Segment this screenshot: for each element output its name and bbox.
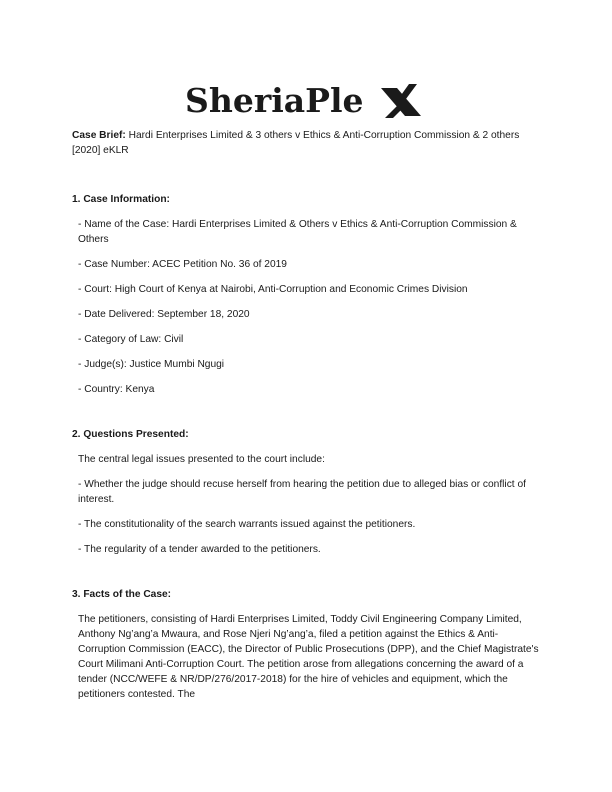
case-brief-title: Hardi Enterprises Limited & 3 others v Ethics & Anti-Corruption Commission & 2 others [2020] eKLR [72, 130, 520, 156]
section-2-title: 2. Questions Presented: [72, 429, 189, 440]
case-info-date: - Date Delivered: September 18, 2020 [78, 309, 250, 320]
question-search-warrants: - The constitutionality of the search warrants issued against the petitioners. [78, 519, 416, 530]
document-body [72, 128, 540, 702]
case-brief-label: Case Brief: [72, 130, 126, 141]
section-1-title: 1. Case Information: [72, 194, 170, 205]
case-info-number: - Case Number: ACEC Petition No. 36 of 2019 [78, 259, 287, 270]
section-3-title: 3. Facts of the Case: [72, 589, 172, 600]
case-brief [72, 128, 540, 158]
logo-x-mark [381, 84, 421, 118]
case-info-name: - Name of the Case: Hardi Enterprises Limited & Others v Ethics & Anti-Corruption Commission & Others [78, 219, 517, 245]
case-info-court: - Court: High Court of Kenya at Nairobi, Anti-Corruption and Economic Crimes Division [78, 284, 468, 295]
questions-intro: The central legal issues presented to the court include: [78, 454, 325, 465]
sheriaplex-logo-graphic [185, 78, 425, 122]
sheriaplex-logo [185, 78, 425, 122]
facts-body: The petitioners, consisting of Hardi Enterprises Limited, Toddy Civil Engineering Company Limited, Anthony Ng’ang’a Mwaura, and Rose Njeri Ng’ang’a, filed a petition against the Ethics & Anti-Corruption Commission (EACC), the Director of Public Prosecutions (DPP), and the Chief Magistrate's Court Milimani Anti-Corruption Court. The petition arose from allegations concerning the award of a tender (NCC/WEFE & NR/DP/276/2017-2018) for the hire of vehicles and equipment, which the petitioners contested. The [78, 614, 539, 700]
logo-wordmark: SheriaPle [185, 81, 364, 120]
case-information-list [72, 217, 540, 397]
question-recusal: - Whether the judge should recuse herself from hearing the petition due to alleged bias or conflict of interest. [78, 479, 526, 505]
case-info-country: - Country: Kenya [78, 384, 155, 395]
questions-list [72, 477, 540, 557]
case-info-category: - Category of Law: Civil [78, 334, 184, 345]
question-tender: - The regularity of a tender awarded to the petitioners. [78, 544, 321, 555]
case-info-judges: - Judge(s): Justice Mumbi Ngugi [78, 359, 225, 370]
